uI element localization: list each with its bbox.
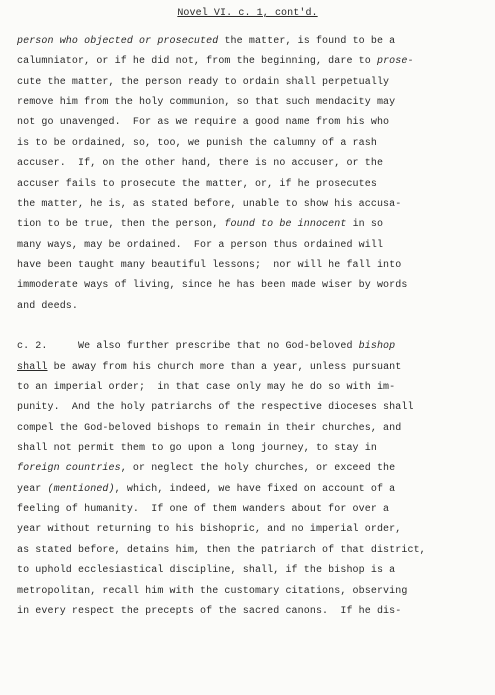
text-line: [17, 96, 395, 110]
text-run: many ways, may be ordained. For a person thus ordained will: [17, 239, 384, 251]
text-line: [17, 279, 407, 293]
text-run: , or neglect the holy churches, or exceed the: [120, 463, 396, 475]
text-run: accuser fails to prosecute the matter, or, if he prosecutes: [17, 178, 377, 190]
text-line: [17, 157, 383, 171]
text-line: [17, 35, 395, 49]
text-line: [17, 239, 383, 253]
text-run: to uphold ecclesiastical discipline, shall, if the bishop is a: [17, 565, 396, 577]
italic-text: (mentioned): [47, 483, 115, 495]
underlined-text: shall: [17, 361, 48, 373]
text-run: be away from his church more than a year, unless pursuant: [47, 361, 402, 373]
text-run: remove him from the holy communion, so that such mendacity may: [17, 97, 396, 109]
text-line: [17, 564, 395, 578]
text-line: [17, 55, 414, 69]
text-run: , which, indeed, we have fixed on account of a: [114, 483, 396, 495]
text-run: in so: [346, 219, 384, 231]
text-line: [17, 76, 389, 90]
text-line: [17, 503, 389, 517]
text-run: immoderate ways of living, since he has been made wiser by words: [17, 280, 408, 292]
text-run: in every respect the precepts of the sacred canons. If he dis-: [17, 605, 402, 617]
italic-text: person who objected or prosecuted: [17, 36, 219, 47]
text-run: punity. And the holy patriarchs of the respective dioceses shall: [17, 402, 414, 414]
text-run: have been taught many beautiful lessons; nor will he fall into: [17, 259, 402, 271]
italic-text: prose-: [376, 56, 414, 68]
text-run: and deeds.: [17, 300, 79, 312]
text-line: [17, 259, 401, 273]
text-run: year: [17, 483, 48, 495]
text-line: [17, 442, 377, 456]
text-run: c. 2. We also further prescribe that no God-beloved: [17, 341, 359, 353]
text-line: [17, 381, 395, 395]
page-heading: Novel VI. c. 1, cont'd.: [177, 8, 318, 19]
text-line: [17, 605, 401, 619]
text-line: [17, 361, 401, 375]
text-run: compel the God-beloved bishops to remain in their churches, and: [17, 422, 402, 434]
text-line: [17, 116, 389, 130]
italic-text: found to be innocent: [224, 219, 347, 231]
text-run: year without returning to his bishopric, and no imperial order,: [17, 524, 402, 536]
text-run: tion to be true, then the person,: [17, 219, 225, 231]
text-run: to an imperial order; in that case only may he do so with im-: [17, 382, 396, 393]
text-line: [17, 198, 401, 212]
text-run: accuser. If, on the other hand, there is no accuser, or the: [17, 158, 384, 170]
text-line: [17, 585, 407, 599]
text-line: [17, 523, 401, 537]
text-run: not go unavenged. For as we require a good name from his who: [17, 117, 390, 129]
text-line: [17, 401, 414, 415]
text-line: [17, 137, 377, 151]
text-line: [17, 178, 377, 192]
text-run: as stated before, detains him, then the patriarch of that district,: [17, 544, 426, 556]
text-run: shall not permit them to go upon a long journey, to stay in: [17, 443, 377, 454]
text-run: the matter, he is, as stated before, unable to show his accusa-: [17, 198, 402, 210]
text-run: metropolitan, recall him with the customary citations, observing: [17, 585, 408, 597]
text-line: [17, 340, 395, 354]
text-line: [17, 300, 78, 314]
italic-text: bishop: [358, 341, 396, 353]
text-run: the matter, is found to be a: [218, 36, 396, 47]
text-run: the matter, the person ready to ordain shall perpetually: [41, 76, 390, 88]
text-run: cute: [17, 76, 42, 88]
text-line: [17, 483, 395, 497]
text-line: [17, 422, 401, 436]
text-run: is to be ordained, so, too, we punish the calumny of a rash: [17, 137, 377, 149]
italic-text: foreign countries: [17, 463, 121, 475]
text-line: [17, 544, 426, 558]
text-run: feeling of humanity. If one of them wanders about for over a: [17, 504, 390, 516]
text-run: calumniator, or if he did not, from the beginning, dare to: [17, 56, 377, 68]
text-line: [17, 462, 395, 476]
text-line: [17, 218, 383, 232]
